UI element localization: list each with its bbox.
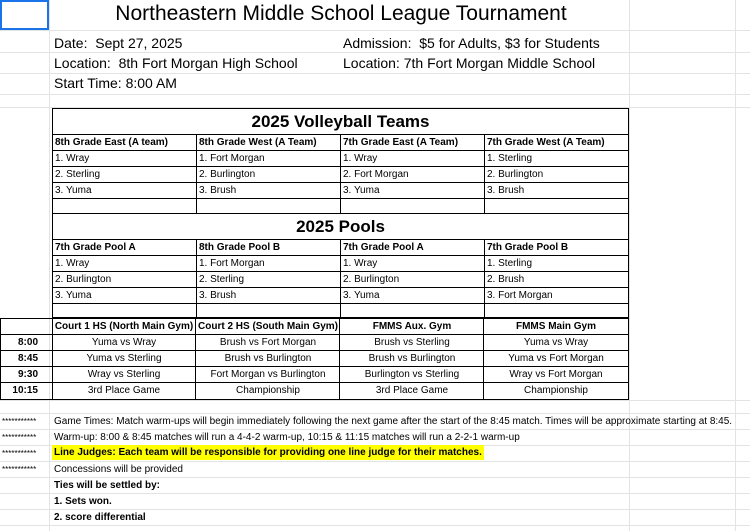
game-cell[interactable]: Brush vs Fort Morgan: [219, 337, 317, 348]
location-8th-value: 8th Fort Morgan High School: [118, 55, 298, 71]
game-cell[interactable]: Championship: [236, 385, 300, 396]
pool-cell[interactable]: 1. Wray: [343, 258, 378, 269]
team-col-header: 7th Grade East (A Team): [343, 137, 459, 148]
pool-cell[interactable]: 1. Wray: [55, 258, 90, 269]
admission-label: Admission:: [343, 35, 412, 51]
start-time-label: Start Time:: [54, 75, 122, 91]
note-marker: ***********: [2, 449, 37, 458]
team-col-header: 8th Grade East (A team): [55, 137, 168, 148]
date-row: [54, 35, 182, 51]
time-slot: 10:15: [12, 385, 38, 396]
pool-cell[interactable]: 2. Burlington: [343, 274, 400, 285]
pool-col-header: 7th Grade Pool B: [487, 242, 569, 253]
team-col-header: 7th Grade West (A Team): [487, 137, 605, 148]
time-slot: 8:45: [17, 353, 38, 364]
team-cell[interactable]: 3. Brush: [199, 185, 237, 196]
game-cell[interactable]: Yuma vs Wray: [91, 337, 157, 348]
pool-cell[interactable]: 1. Sterling: [487, 258, 533, 269]
team-cell[interactable]: 1. Fort Morgan: [199, 153, 265, 164]
pool-cell[interactable]: 3. Yuma: [343, 290, 380, 301]
game-cell[interactable]: Brush vs Burlington: [368, 353, 456, 364]
pool-cell[interactable]: 2. Burlington: [55, 274, 112, 285]
team-cell[interactable]: 3. Yuma: [55, 185, 92, 196]
pool-cell[interactable]: 1. Fort Morgan: [199, 258, 265, 269]
pool-cell[interactable]: 3. Yuma: [55, 290, 92, 301]
note-marker: ***********: [2, 465, 37, 474]
note-marker: ***********: [2, 417, 37, 426]
location-7th-row: [343, 55, 595, 71]
team-cell[interactable]: 3. Yuma: [343, 185, 380, 196]
court-header: Court 2 HS (South Main Gym): [198, 321, 338, 332]
game-cell[interactable]: Brush vs Burlington: [224, 353, 312, 364]
team-cell[interactable]: 2. Burlington: [487, 169, 544, 180]
pool-cell[interactable]: 3. Brush: [199, 290, 237, 301]
team-cell[interactable]: 2. Fort Morgan: [343, 169, 409, 180]
tie-rule: 1. Sets won.: [54, 496, 112, 507]
game-cell[interactable]: Burlington vs Sterling: [364, 369, 460, 380]
game-cell[interactable]: 3rd Place Game: [87, 385, 161, 396]
tie-rule: 2. score differential: [54, 512, 146, 523]
location-label: Location:: [343, 55, 400, 71]
team-cell[interactable]: 1. Wray: [343, 153, 378, 164]
team-col-header: 8th Grade West (A Team): [199, 137, 317, 148]
location-label: Location:: [54, 55, 111, 71]
game-cell[interactable]: Fort Morgan vs Burlington: [210, 369, 326, 380]
team-cell[interactable]: 3. Brush: [487, 185, 525, 196]
start-time-row: [54, 75, 177, 91]
pools-heading: 2025 Pools: [296, 217, 385, 236]
pool-col-header: 7th Grade Pool A: [343, 242, 424, 253]
pool-col-header: 7th Grade Pool A: [55, 242, 136, 253]
pool-cell[interactable]: 2. Brush: [487, 274, 525, 285]
teams-heading: 2025 Volleyball Teams: [251, 112, 430, 131]
pool-cell[interactable]: 2. Sterling: [199, 274, 245, 285]
note-game-times: Game Times: Match warm-ups will begin immediately following the next game after the start of the 8:45 match. Times will be approximate starting at 8:45.: [54, 416, 733, 427]
selected-cell-a1[interactable]: [0, 0, 49, 30]
team-cell[interactable]: 1. Wray: [55, 153, 90, 164]
location-8th-row: [54, 55, 298, 71]
game-cell[interactable]: 3rd Place Game: [375, 385, 449, 396]
pool-cell[interactable]: 3. Fort Morgan: [487, 290, 553, 301]
time-slot: 9:30: [17, 369, 38, 380]
note-line-judges: Line Judges: Each team will be responsible for providing one line judge for their matches.: [54, 447, 482, 458]
court-header: Court 1 HS (North Main Gym): [54, 321, 194, 332]
game-cell[interactable]: Yuma vs Wray: [523, 337, 589, 348]
game-cell[interactable]: Yuma vs Sterling: [86, 353, 162, 364]
court-header: FMMS Main Gym: [515, 321, 596, 332]
game-cell[interactable]: Championship: [524, 385, 588, 396]
game-cell[interactable]: Brush vs Sterling: [374, 337, 450, 348]
start-time-value: 8:00 AM: [125, 75, 177, 91]
team-cell[interactable]: 2. Sterling: [55, 169, 101, 180]
sheet-title: Northeastern Middle School League Tournament: [115, 2, 567, 25]
note-warm-up: Warm-up: 8:00 & 8:45 matches will run a 4-4-2 warm-up, 10:15 & 11:15 matches will run a 2-2-1 warm-up: [54, 432, 520, 443]
game-cell[interactable]: Yuma vs Fort Morgan: [508, 353, 604, 364]
team-cell[interactable]: 2. Burlington: [199, 169, 256, 180]
game-cell[interactable]: Wray vs Fort Morgan: [509, 369, 603, 380]
court-header: FMMS Aux. Gym: [372, 321, 452, 332]
date-value: Sept 27, 2025: [95, 35, 183, 51]
pool-col-header: 8th Grade Pool B: [199, 242, 281, 253]
location-7th-value: 7th Fort Morgan Middle School: [403, 55, 596, 71]
ties-heading: Ties will be settled by:: [54, 480, 160, 491]
note-marker: ***********: [2, 433, 37, 442]
game-cell[interactable]: Wray vs Sterling: [87, 369, 161, 380]
note-concessions: Concessions will be provided: [54, 464, 183, 475]
date-label: Date:: [54, 35, 88, 51]
time-slot: 8:00: [17, 337, 38, 348]
admission-value: $5 for Adults, $3 for Students: [419, 35, 600, 51]
admission-row: [343, 35, 600, 51]
team-cell[interactable]: 1. Sterling: [487, 153, 533, 164]
